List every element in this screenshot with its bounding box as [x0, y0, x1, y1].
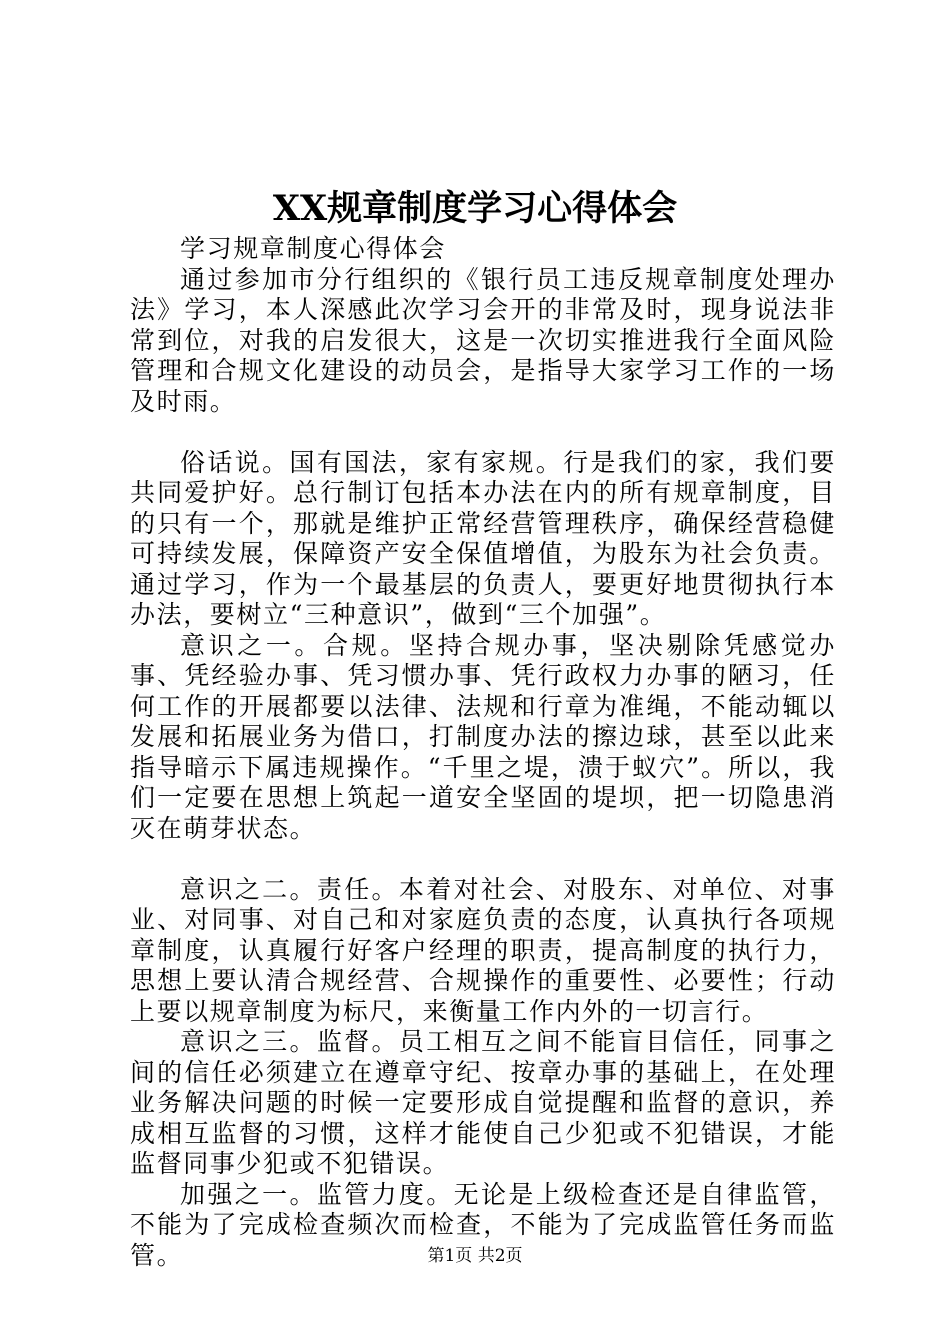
- paragraph-awareness-three: 意识之三。监督。员工相互之间不能盲目信任，同事之间的信任必须建立在遵章守纪、按章办事的基础上，在处理业务解决问题的时候一定要形成自觉提醒和监督的意识，养成相互监督的习惯，这样才能使自己少犯或不犯错误，才能监督同事少犯或不犯错误。: [130, 1027, 836, 1178]
- paragraph-strengthen-one: 加强之一。监管力度。无论是上级检查还是自律监管，不能为了完成检查频次而检查，不能为了完成监管任务而监管。: [130, 1179, 836, 1270]
- document-title: XX规章制度学习心得体会: [272, 188, 678, 229]
- paragraph-saying: 俗话说。国有国法，家有家规。行是我们的家，我们要共同爱护好。总行制订包括本办法在内的所有规章制度，目的只有一个，那就是维护正常经营管理秩序，确保经营稳健可持续发展，保障资产安全保值增值，为股东为社会负责。通过学习，作为一个最基层的负责人，要更好地贯彻执行本办法，要树立“三种意识”，做到“三个加强”。: [130, 447, 836, 629]
- document-body: [130, 234, 836, 1271]
- paragraph-awareness-two: 意识之二。责任。本着对社会、对股东、对单位、对事业、对同事、对自己和对家庭负责的态度，认真执行各项规章制度，认真履行好客户经理的职责，提高制度的执行力，思想上要认清合规经营、合规操作的重要性、必要性；行动上要以规章制度为标尺，来衡量工作内外的一切言行。: [130, 874, 836, 1026]
- paragraph-intro: 通过参加市分行组织的《银行员工违反规章制度处理办法》学习，本人深感此次学习会开的非常及时，现身说法非常到位，对我的启发很大，这是一次切实推进我行全面风险管理和合规文化建设的动员会，是指导大家学习工作的一场及时雨。: [130, 264, 836, 416]
- paragraph-awareness-one: 意识之一。合规。坚持合规办事，坚决剔除凭感觉办事、凭经验办事、凭习惯办事、凭行政权力办事的陋习，任何工作的开展都要以法律、法规和行章为准绳，不能动辄以发展和拓展业务为借口，打制度办法的擦边球，甚至以此来指导暗示下属违规操作。“千里之堤，溃于蚁穴”。所以，我们一定要在思想上筑起一道安全坚固的堤坝，把一切隐患消灭在萌芽状态。: [130, 630, 836, 843]
- page-footer: 第1页 共2页: [427, 1246, 523, 1266]
- document-subtitle: 学习规章制度心得体会: [180, 234, 447, 263]
